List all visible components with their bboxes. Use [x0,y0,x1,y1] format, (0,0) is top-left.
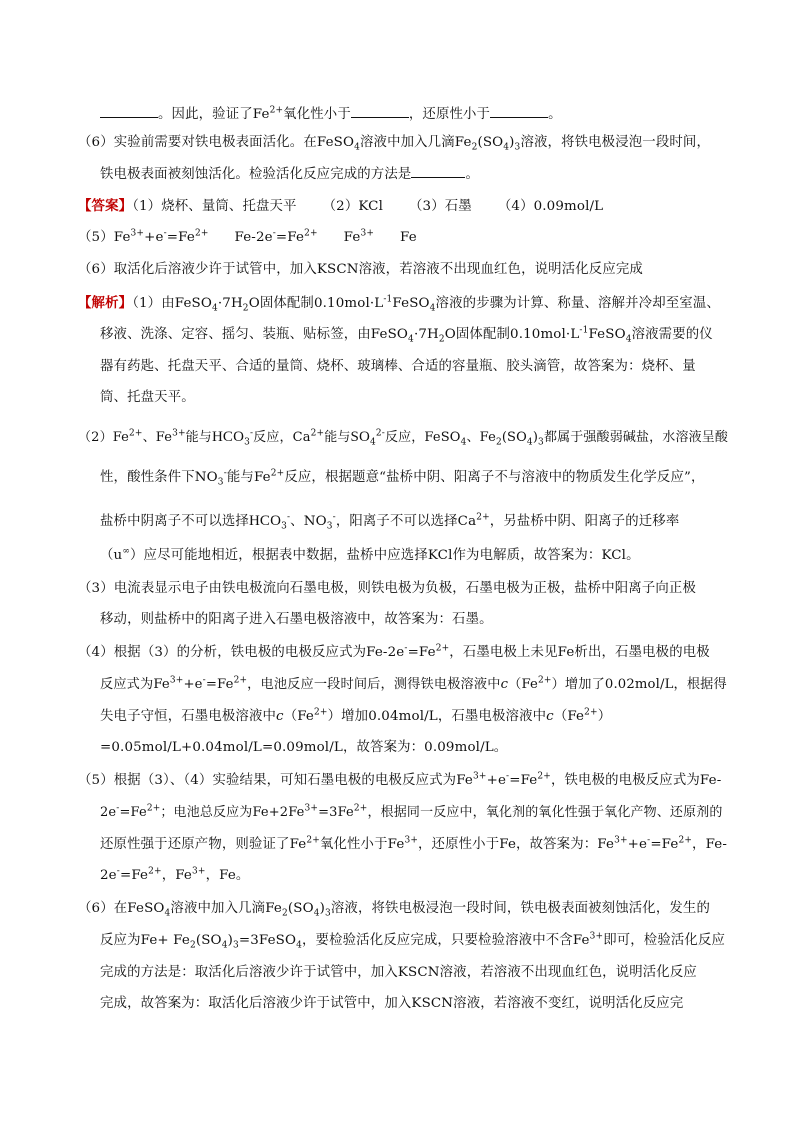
answer-blank [490,103,548,118]
analysis-4-line-1: （4）根据（3）的分析，铁电极的电极反应式为$Fe-2e^-=Fe^{2+}$，石墨电极上未见Fe析出，石墨电极的电极 [78,643,710,660]
question-6-line-2: 铁电极表面被刻蚀活化。检验活化反应完成的方法是 。 [100,163,730,185]
analysis-5-line-4: $2e^-=Fe^{2+}$，$Fe^{3+}$，Fe。 [100,866,250,883]
analysis-tag: 【解析】 [78,295,133,311]
answer-blank [100,103,158,118]
analysis-5-line-2: $2e^-=Fe^{2+}$；电池总反应为$Fe+2Fe^{3+}=3Fe^{2+}$，根据同一反应中，氧化剂的氧化性强于氧化产物、还原剂的 [100,803,723,820]
analysis-6-line-2: 反应为$Fe+ Fe_2(SO_4)_3=3FeSO_4$，要检验活化反应完成，只要检验溶液中不含$Fe^{3+}$即可，检验活化反应 [100,931,726,951]
analysis-2-line-2: 性，酸性条件下$NO_3^-$能与$Fe^{2+}$反应，根据题意“盐桥中阴、阳离子不与溶液中的物质发生化学反应”， [100,468,705,488]
analysis-1-line-1: 【解析】（1）由$FeSO_4\cdot 7H_2O$固体配制$0.10mol\cdot L^{-1}FeSO_4$溶液的步骤为计算、称量、溶解并冷却至室温、 [78,294,720,314]
analysis-6-line-1: （6）在FeSO$_4$溶液中加入几滴$Fe_2(SO_4)_3$溶液，将铁电极浸泡一段时间，铁电极表面被刻蚀活化，发生的 [78,901,711,919]
analysis-1-line-2: 移液、洗涤、定容、摇匀、装瓶、贴标签，由$FeSO_4\cdot 7H_2O$固体配制$0.10mol\cdot L^{-1}FeSO_4$溶液需要的仪 [100,325,713,345]
analysis-2-line-3: 盐桥中阴离子不可以选择$HCO_3^-$、$NO_3^-$，阳离子不可以选择$Ca^{2+}$，另盐桥中阴、阳离子的迁移率 [100,512,680,532]
answer-line-2: $(5)Fe^{3+}+e^-=Fe^{2+}$ $Fe-2e^-=Fe^{2+}$ $Fe^{3+}$ Fe [78,228,417,245]
answer-line-1: 【答案】（1）烧杯、量筒、托盘天平 （2）KCl （3）石墨 （4）0.09mol/L [78,198,604,214]
analysis-3-line-1: （3）电流表显示电子由铁电极流向石墨电极，则铁电极为负极，石墨电极为正极，盐桥中阳离子向正极 [78,581,696,596]
analysis-2-line-4: （u∞）应尽可能地相近，根据表中数据，盐桥中应选择KCl作为电解质，故答案为：KCl。 [100,546,640,563]
analysis-1-line-3: 器有药匙、托盘天平、合适的量筒、烧杯、玻璃棒、合适的容量瓶、胶头滴管，故答案为：烧杯、量 [100,359,696,374]
answer-blank [351,103,409,118]
analysis-1-line-4: 筒、托盘天平。 [100,390,195,405]
analysis-5-line-1: （5）根据（3）、（4）实验结果，可知石墨电极的电极反应式为$Fe^{3+}+e^-=Fe^{2+}$，铁电极的电极反应式为Fe- [78,771,722,788]
analysis-4-line-4: =0.05mol/L+0.04mol/L=0.09mol/L，故答案为：0.09mol/L。 [100,740,508,755]
bicarbonate-formula: HCO [248,513,282,529]
answer-line-3: （6）取活化后溶液少许于试管中，加入KSCN溶液，若溶液不出现血红色，说明活化反应完成 [78,262,643,277]
answer-tag: 【答案】 [78,198,133,214]
analysis-3-line-2: 移动，则盐桥中的阳离子进入石墨电极溶液中，故答案为：石墨。 [100,612,493,627]
analysis-6-line-4: 完成，故答案为：取活化后溶液少许于试管中，加入KSCN溶液，若溶液不变红，说明活化反应完 [100,996,684,1011]
question-5-tail: 。因此，验证了$Fe^{2+}$氧化性小于 ，还原性小于 。 [100,103,730,125]
sulfate-formula: SO [350,429,370,445]
bicarbonate-formula: HCO [211,429,245,445]
question-6-line-1: （6）实验前需要对铁电极表面活化。在FeSO$_4$溶液中加入几滴$Fe_2(SO_4)_3$溶液，将铁电极浸泡一段时间， [78,135,711,153]
nitrate-formula: NO [194,470,218,485]
analysis-2-line-1: $(2)Fe^{2+}$、$Fe^{3+}$能与$HCO_3^-$反应，$Ca^{2+}$能与$SO_4^{2-}$反应，FeSO$_4$、$Fe_2(SO_4)_3$都属于强酸弱碱盐，水溶液呈酸 [78,428,729,448]
answer-blank [411,163,465,178]
analysis-6-line-3: 完成的方法是：取活化后溶液少许于试管中，加入KSCN溶液，若溶液不出现血红色，说明活化反应 [100,965,697,980]
nitrate-formula: NO [303,514,327,529]
analysis-4-line-2: 反应式为$Fe^{3+}+e^-=Fe^{2+}$，电池反应一段时间后，测得铁电极溶液中$c(Fe^{2+})$增加了0.02mol/L，根据得 [100,675,727,692]
analysis-4-line-3: 失电子守恒，石墨电极溶液中$c(Fe^{2+})$增加0.04mol/L，石墨电极溶液中$c(Fe^{2+})$ [100,707,612,724]
analysis-5-line-3: 还原性强于还原产物，则验证了$Fe^{2+}$氧化性小于$Fe^{3+}$，还原性小于Fe，故答案为：$Fe^{3+}+e^-=Fe^{2+}$，Fe- [100,835,728,852]
